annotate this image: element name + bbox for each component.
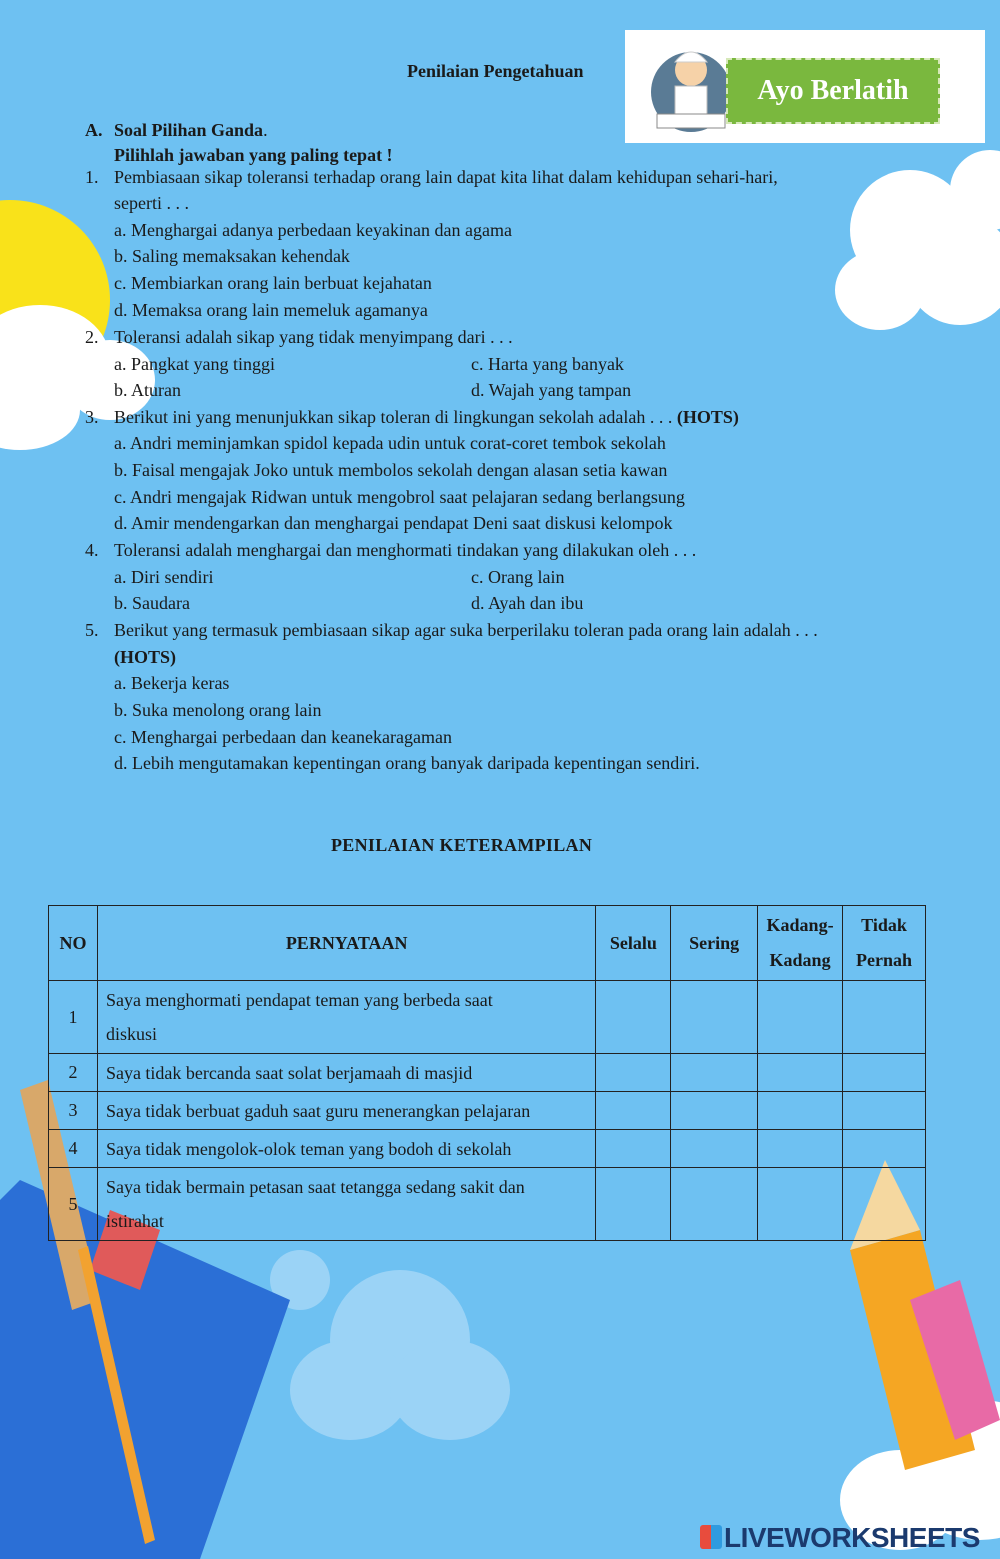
question-text: Pembiasaan sikap toleransi terhadap orang lain dapat kita lihat dalam kehidupan sehari-hari, [114,167,778,187]
question-text-cont: seperti . . . [114,193,189,213]
question-text [114,407,739,427]
row-statement-line: istirahat [105,1211,164,1231]
hots-label: (HOTS) [114,647,177,667]
row-no: 2 [49,1054,98,1092]
row-no: 1 [49,981,98,1054]
checkbox-never[interactable] [843,1168,926,1241]
checkbox-always[interactable] [596,1054,671,1092]
checkbox-often[interactable] [671,1130,758,1168]
option: d. Wajah yang tampan [471,380,632,400]
instruction: Pilihlah jawaban yang paling tepat ! [114,145,393,165]
row-statement-line: Saya menghormati pendapat teman yang berbeda saat [105,990,493,1010]
checkbox-never[interactable] [843,1130,926,1168]
option: b. Suka menolong orang lain [114,700,322,720]
hots-label: (HOTS) [676,407,739,427]
option: b. Saudara [114,593,190,613]
liveworksheets-icon [700,1525,722,1549]
row-statement [97,1168,595,1241]
checkbox-never[interactable] [843,1092,926,1130]
checkbox-sometimes[interactable] [758,981,843,1054]
option: b. Aturan [114,380,181,400]
question-text: Toleransi adalah menghargai dan menghormati tindakan yang dilakukan oleh . . . [114,540,697,560]
question-number: 5. [85,620,99,640]
checkbox-always[interactable] [596,1092,671,1130]
row-statement-line: diskusi [105,1024,157,1044]
skills-title: PENILAIAN KETERAMPILAN [331,835,593,855]
checkbox-often[interactable] [671,981,758,1054]
student-writing-icon [645,40,737,136]
option: b. Faisal mengajak Joko untuk membolos sekolah dengan alasan setia kawan [114,460,668,480]
checkbox-sometimes[interactable] [758,1130,843,1168]
table-row [49,1168,926,1241]
checkbox-never[interactable] [843,981,926,1054]
row-no: 3 [49,1092,98,1130]
skills-table [48,905,926,1241]
header-sometimes-2: Kadang [769,950,831,970]
liveworksheets-logo[interactable] [700,1522,980,1554]
question-text: Toleransi adalah sikap yang tidak menyimpang dari . . . [114,327,513,347]
question-number: 4. [85,540,99,560]
option: d. Memaksa orang lain memeluk agamanya [114,300,428,320]
row-statement-line: Saya tidak bermain petasan saat tetangga sedang sakit dan [105,1177,525,1197]
checkbox-sometimes[interactable] [758,1168,843,1241]
section-heading [114,120,268,140]
question-text: Berikut yang termasuk pembiasaan sikap agar suka berperilaku toleran pada orang lain adalah . . . [114,620,818,640]
checkbox-always[interactable] [596,1168,671,1241]
table-row [49,1054,926,1092]
option: b. Saling memaksakan kehendak [114,246,350,266]
header-no: NO [49,906,98,981]
page-title: Penilaian Pengetahuan [407,61,584,81]
row-statement: Saya tidak mengolok-olok teman yang bodoh di sekolah [97,1130,595,1168]
row-no: 5 [49,1168,98,1241]
checkbox-always[interactable] [596,1130,671,1168]
question-number: 2. [85,327,99,347]
option: a. Andri meminjamkan spidol kepada udin untuk corat-coret tembok sekolah [114,433,666,453]
ayo-berlatih-banner [625,30,985,143]
table-row [49,1092,926,1130]
header-often: Sering [671,906,758,981]
section-heading-suffix: . [263,120,268,140]
option: d. Ayah dan ibu [471,593,584,613]
option: c. Andri mengajak Ridwan untuk mengobrol saat pelajaran sedang berlangsung [114,487,685,507]
table-header-row [49,906,926,981]
checkbox-never[interactable] [843,1054,926,1092]
header-sometimes-1: Kadang- [766,915,834,935]
option: c. Menghargai perbedaan dan keanekaragaman [114,727,452,747]
row-statement: Saya tidak berbuat gaduh saat guru menerangkan pelajaran [97,1092,595,1130]
option: a. Bekerja keras [114,673,230,693]
header-never-1: Tidak [861,915,907,935]
question-text-body: Berikut ini yang menunjukkan sikap toleran di lingkungan sekolah adalah . . . [114,407,673,427]
cloud-center-icon [270,1250,510,1440]
option: a. Pangkat yang tinggi [114,354,275,374]
question-number: 3. [85,407,99,427]
header-statement: PERNYATAAN [97,906,595,981]
question-number: 1. [85,167,99,187]
banner-badge: Ayo Berlatih [726,58,940,124]
row-statement: Saya tidak bercanda saat solat berjamaah di masjid [97,1054,595,1092]
option: c. Harta yang banyak [471,354,624,374]
checkbox-sometimes[interactable] [758,1054,843,1092]
option: c. Membiarkan orang lain berbuat kejahatan [114,273,432,293]
option: d. Amir mendengarkan dan menghargai pendapat Deni saat diskusi kelompok [114,513,673,533]
header-never [843,906,926,981]
checkbox-sometimes[interactable] [758,1092,843,1130]
table-row [49,1130,926,1168]
header-always: Selalu [596,906,671,981]
table-row [49,981,926,1054]
checkbox-always[interactable] [596,981,671,1054]
row-statement [97,981,595,1054]
cloud-right-icon [835,150,1000,330]
option: a. Menghargai adanya perbedaan keyakinan dan agama [114,220,512,240]
option: a. Diri sendiri [114,567,214,587]
section-label: A. [85,120,103,140]
header-sometimes [758,906,843,981]
checkbox-often[interactable] [671,1168,758,1241]
option: d. Lebih mengutamakan kepentingan orang banyak daripada kepentingan sendiri. [114,753,700,773]
header-never-2: Pernah [856,950,913,970]
row-no: 4 [49,1130,98,1168]
checkbox-often[interactable] [671,1092,758,1130]
option: c. Orang lain [471,567,565,587]
checkbox-often[interactable] [671,1054,758,1092]
logo-text: LIVEWORKSHEETS [724,1522,980,1553]
section-heading-text: Soal Pilihan Ganda [114,120,264,140]
